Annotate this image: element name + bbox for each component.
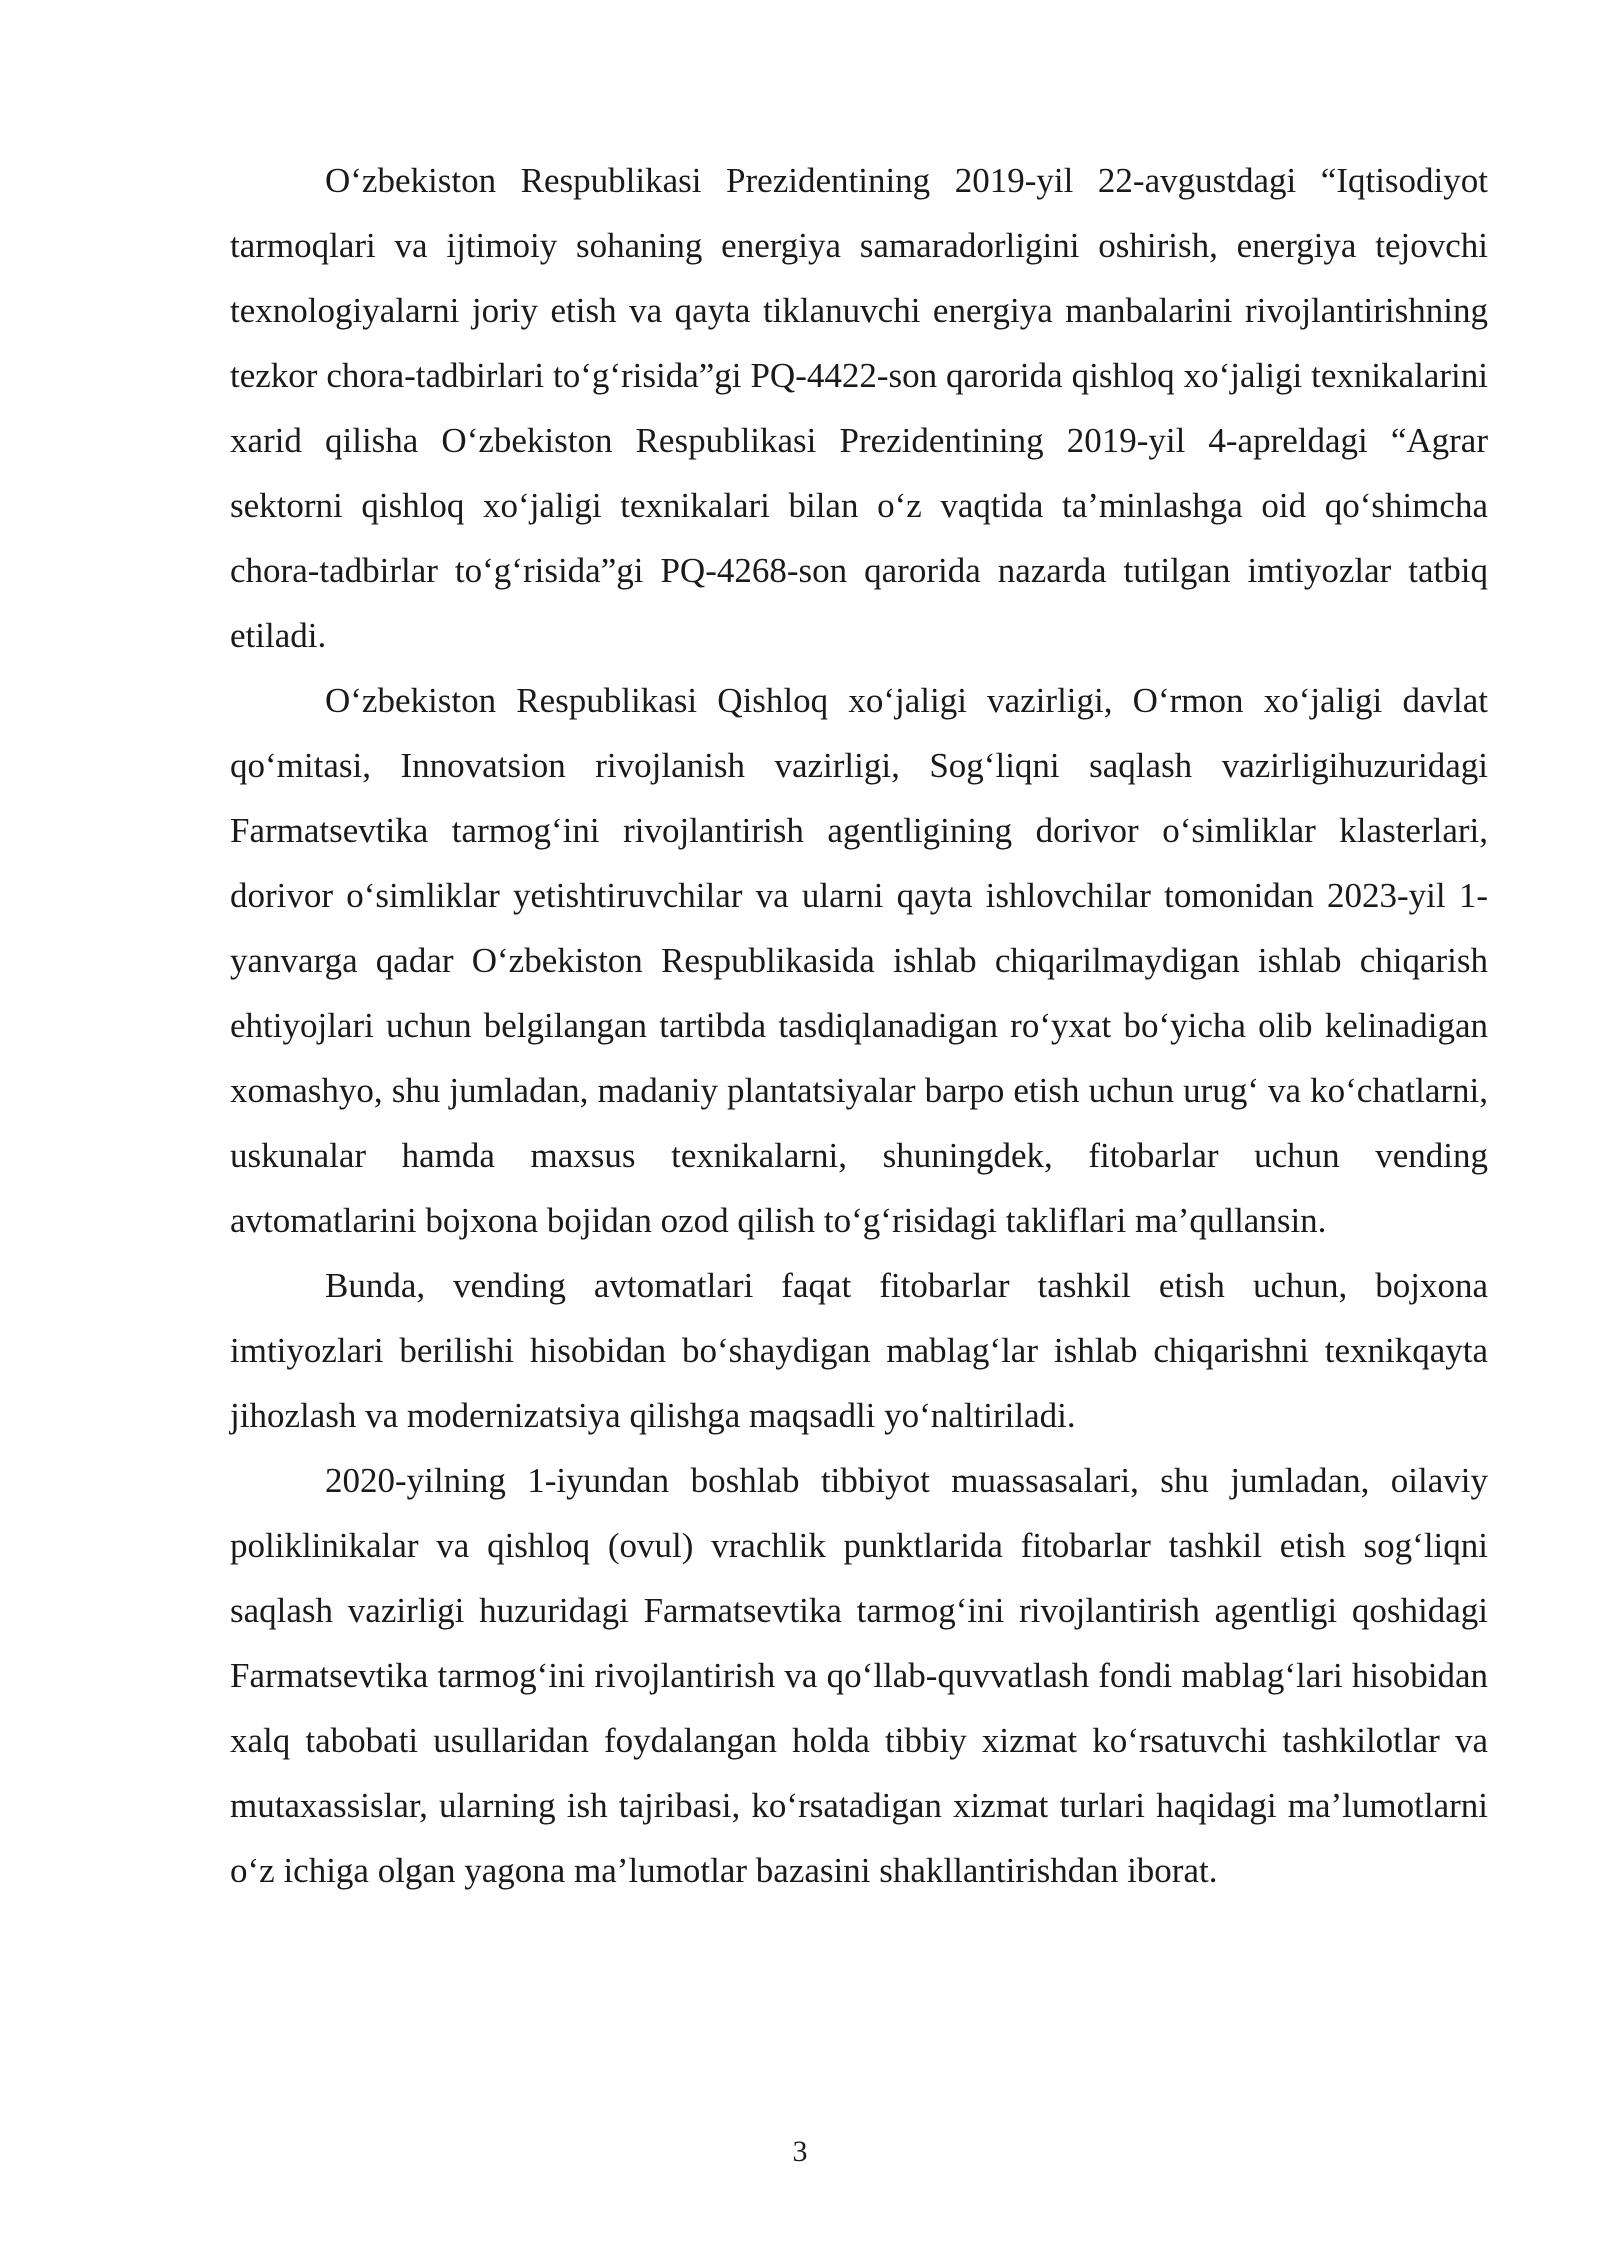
paragraph-2: O‘zbekiston Respublikasi Qishloq xo‘jaligi vazirligi, O‘rmon xo‘jaligi davlat qo‘mitasi, Innovatsion rivojlanish vazirligi, Sog‘liqni saqlash vazirligihuzuridagi Farmatsevtika tarmog‘ini rivojlantirish agentligining dorivor o‘simliklar klasterlari, dorivor o‘simliklar yetishtiruvchilar va ularni qayta ishlovchilar tomonidan 2023-yil 1-yanvarga qadar O‘zbekiston Respublikasida ishlab chiqarilmaydigan ishlab chiqarish ehtiyojlari uchun belgilangan tartibda tasdiqlanadigan ro‘yxat bo‘yicha olib kelinadigan xomashyo, shu jumladan, madaniy plantatsiyalar barpo etish uchun urug‘ va ko‘chatlarni, uskunalar hamda maxsus texnikalarni, shuningdek, fitobarlar uchun vending avtomatlarini bojxona bojidan ozod qilish to‘g‘risidagi takliflari ma’qullansin.	[230, 681, 1488, 1240]
document-body	[230, 148, 1488, 1903]
paragraph-4: 2020-yilning 1-iyundan boshlab tibbiyot muassasalari, shu jumladan, oilaviy poliklinikalar va qishloq (ovul) vrachlik punktlarida fitobarlar tashkil etish sog‘liqni saqlash vazirligi huzuridagi Farmatsevtika tarmog‘ini rivojlantirish agentligi qoshidagi Farmatsevtika tarmog‘ini rivojlantirish va qo‘llab-quvvatlash fondi mablag‘lari hisobidan xalq tabobati usullaridan foydalangan holda tibbiy xizmat ko‘rsatuvchi tashkilotlar va mutaxassislar, ularning ish tajribasi, ko‘rsatadigan xizmat turlari haqidagi ma’lumotlarni o‘z ichiga olgan yagona ma’lumotlar bazasini shakllantirishdan iborat.	[230, 1461, 1488, 1890]
paragraph-3: Bunda, vending avtomatlari faqat fitobarlar tashkil etish uchun, bojxona imtiyozlari berilishi hisobidan bo‘shaydigan mablag‘lar ishlab chiqarishni texnikqayta jihozlash va modernizatsiya qilishga maqsadli yo‘naltiriladi.	[230, 1266, 1488, 1435]
page-number: 3	[792, 2135, 808, 2168]
paragraph-1: O‘zbekiston Respublikasi Prezidentining 2019-yil 22-avgustdagi “Iqtisodiyot tarmoqlari va ijtimoiy sohaning energiya samaradorligini oshirish, energiya tejovchi texnologiyalarni joriy etish va qayta tiklanuvchi energiya manbalarini rivojlantirishning tezkor chora-tadbirlari to‘g‘risida”gi PQ-4422-son qarorida qishloq xo‘jaligi texnikalarini xarid qilisha O‘zbekiston Respublikasi Prezidentining 2019-yil 4-apreldagi “Agrar sektorni qishloq xo‘jaligi texnikalari bilan o‘z vaqtida ta’minlashga oid qo‘shimcha chora-tadbirlar to‘g‘risida”gi PQ-4268-son qarorida nazarda tutilgan imtiyozlar tatbiq etiladi.	[230, 161, 1488, 655]
